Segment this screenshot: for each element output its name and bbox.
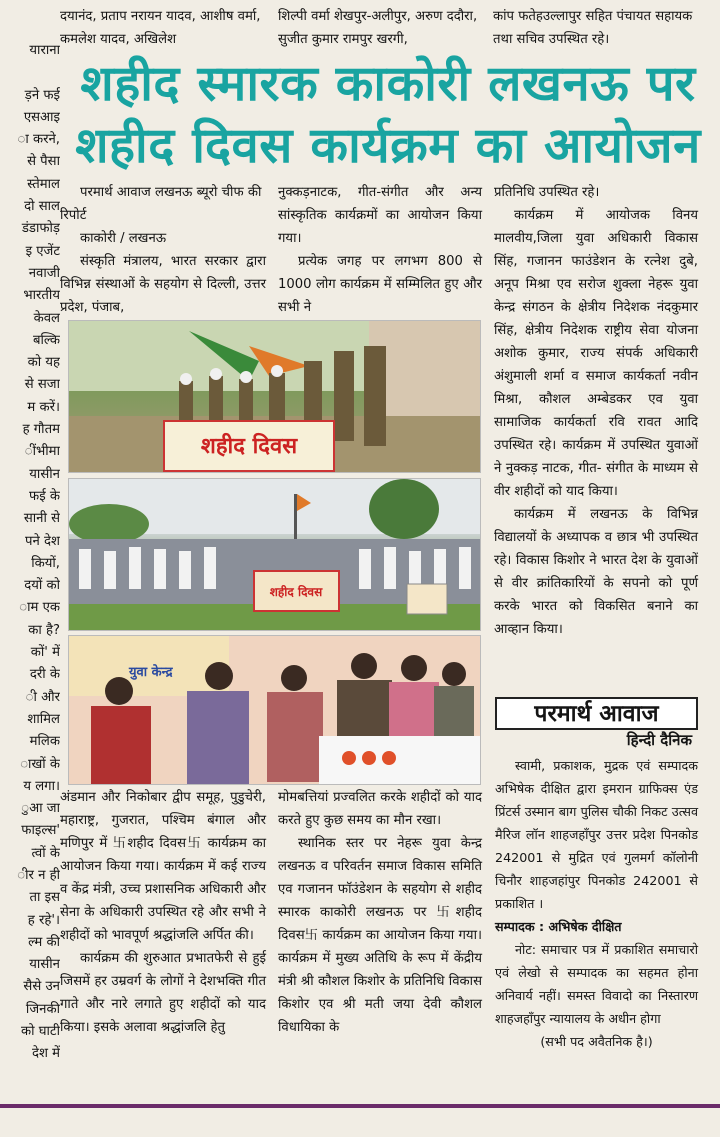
cropped-line: से पैसा bbox=[27, 154, 60, 170]
honorary-note: (सभी पद अवैतनिक है।) bbox=[540, 1034, 653, 1049]
article-col-3 bbox=[494, 181, 698, 641]
editor-line: सम्पादक : अभिषेक दीक्षित bbox=[495, 919, 622, 934]
cropped-line: स्तेमाल bbox=[27, 176, 60, 192]
cropped-line: जिनकी bbox=[25, 1001, 60, 1017]
cropped-line: देश में bbox=[31, 1046, 60, 1062]
photo-banner-text: युवा केन्द्र bbox=[129, 665, 173, 680]
cropped-line: ींभीमा bbox=[24, 444, 60, 460]
cropped-line: म करें। bbox=[27, 399, 60, 415]
cropped-line: कों' में bbox=[30, 645, 60, 661]
cropped-line: मलिक bbox=[29, 734, 60, 750]
article-paragraph: संस्कृति मंत्रालय, भारत सरकार द्वारा विभिन्न संस्थाओं के सहयोग से दिल्ली, उत्तर प्रदेश, पंजाब, bbox=[60, 254, 266, 315]
headline-line-1: शहीद स्मारक काकोरी लखनऊ पर bbox=[80, 55, 696, 112]
cropped-line: दरी के bbox=[29, 667, 60, 683]
cropped-line: डंडाफोड़ bbox=[21, 221, 60, 237]
article-paragraph: कार्यक्रम में लखनऊ के विभिन्न विद्यालयों के अध्यापक व छात्र भी उपस्थित रहे। विकास किशोर ने भारत देश के युवाओं से वीर क्रांतिकारियों के सपनो को पूर्ण करके भारत को विकसित बनाने का आव्हान किया। bbox=[494, 507, 698, 637]
imprint-box bbox=[495, 697, 698, 1049]
imprint-paragraph: स्वामी, प्रकाशक, मुद्रक एवं सम्पादक अभिषेक दीक्षित द्वारा इमरान ग्राफिक्स एंड प्रिंटर्स उस्मान बाग पुलिस चौकी निकट उत्सव मैरिज लॉन शाहजहाँपुर उत्तर प्रदेश पिनकोड 242001 से मुद्रित एवं गुलमर्ग कॉलोनी चिनौर शाहजहांपुर पिनकोड 242001 से प्रकाशित । bbox=[495, 758, 698, 911]
article-paragraph: प्रतिनिधि उपस्थित रहे। bbox=[494, 185, 600, 200]
cropped-line: ल्म की bbox=[28, 934, 60, 950]
cropped-line: यासीन bbox=[29, 466, 60, 482]
cropped-line: यासीन bbox=[29, 957, 60, 973]
article-paragraph: अंडमान और निकोबार द्वीप समूह, पुडुचेरी, महाराष्ट्र, गुजरात, पश्चिम बंगाल और मणिपुर में 卐शहीद दिवस卐 कार्यक्रम का आयोजन किया गया। कार्यक्रम में कई राज्य व केंद्र मंत्री, उच्च प्रशासनिक अधिकारी और सेना के अधिकारी उपस्थित रहे और सभी ने शहीदों को भावपूर्ण श्रद्धांजलि अर्पित की। bbox=[60, 790, 266, 943]
article-col-2-bottom bbox=[278, 786, 482, 1039]
fragment-col-3: कांप फतेहउल्लापुर सहित पंचायत सहायक तथा सचिव उपस्थित रहे। bbox=[493, 9, 693, 47]
headline bbox=[56, 0, 720, 180]
cropped-line: बल्कि bbox=[32, 332, 60, 348]
cropped-line: शामिल bbox=[27, 711, 60, 727]
cropped-line: ाखों के bbox=[20, 756, 60, 772]
cropped-line: सैसे उन bbox=[23, 979, 60, 995]
article-col-1-top bbox=[60, 181, 266, 319]
cropped-line: को यह bbox=[27, 355, 60, 371]
fragment-col-1: दयानंद, प्रताप नरायन यादव, आशीष वर्मा, कमलेश यादव, अखिलेश bbox=[60, 9, 261, 47]
cropped-line: ह रहे'। bbox=[27, 912, 60, 928]
headline-line-2: शहीद दिवस कार्यक्रम का आयोजन bbox=[75, 117, 701, 174]
article-paragraph: कार्यक्रम में आयोजक विनय मालवीय,जिला युवा अधिकारी विकास सिंह, गजानन फाउंडेशन के रत्नेश दुबे, अनूप मिश्रा एव सरोज शुक्ला नेहरू युवा केन्द्र संगठन के क्षेत्रीय निदेशक नंदकुमार सिंह, क्षेत्रीय निदेशक राष्ट्रीय सेवा योजना अशोक कुमार, राज्य संपर्क अधिकारी अंशुमाली शर्मा व समाज कार्यकर्ता नवीन मिश्रा, कौशल अम्बेडकर एव युवा सामाजिक कार्यकर्ता रवि रावत आदि उपस्थित रहे। कार्यक्रम में उपस्थित युवाओं ने नुक्कड़ नाटक, गीत- संगीत के माध्यम से वीर शहीदों को याद किया। bbox=[494, 208, 698, 499]
cropped-line: का है? bbox=[28, 622, 60, 638]
cropped-line: इ एजेंट bbox=[25, 243, 60, 259]
cropped-line: ुआ जा bbox=[21, 801, 60, 817]
cropped-line: ा करने, bbox=[17, 132, 60, 148]
cropped-line: त्वों के bbox=[31, 845, 60, 861]
cropped-line: ता इस bbox=[29, 890, 60, 906]
dateline: काकोरी / लखनऊ bbox=[80, 231, 167, 246]
fragment-col-2: शिल्पी वर्मा शेखपुर-अलीपुर, अरुण ददौरा, सुजीत कुमार रामपुर खरगी, bbox=[278, 9, 478, 47]
bottom-rule bbox=[0, 1104, 720, 1108]
article-paragraph: कार्यक्रम की शुरुआत प्रभातफेरी से हुई जिसमें हर उम्रवर्ग के लोगों ने देशभक्ति गीत गाते और नारे लगाते हुए शहीदों को याद किया। इसके अलावा श्रद्धांजलि हेतु bbox=[60, 951, 266, 1035]
cropped-line: केवल bbox=[33, 310, 60, 326]
cropped-line: कियों, bbox=[31, 555, 60, 571]
disclaimer-note: नोट: समाचार पत्र में प्रकाशित समाचारो एवं लेखो से सम्पादक का सहमत होना अनिवार्य नहीं। समस्त विवादो का निस्तारण शाहजहाँपुर न्यायालय के अधीन होगा bbox=[495, 942, 698, 1026]
newspaper-subtitle: हिन्दी दैनिक bbox=[626, 731, 692, 749]
photo-gathering bbox=[68, 478, 481, 631]
newspaper-name: परमार्थ आवाज bbox=[495, 697, 698, 730]
cropped-line: को घाटी bbox=[20, 1024, 60, 1040]
cropped-line: सानी से bbox=[23, 511, 60, 527]
cropped-line: फाइल्स' bbox=[21, 823, 60, 839]
cropped-line: याराना bbox=[29, 43, 60, 58]
cropped-line: ीर न ही bbox=[17, 867, 60, 883]
cropped-line: य लगा। bbox=[23, 778, 60, 794]
cropped-line: ी और bbox=[25, 689, 60, 705]
photo-banner-text: शहीद दिवस bbox=[200, 434, 298, 459]
cropped-line bbox=[0, 62, 60, 84]
article-paragraph: स्थानिक स्तर पर नेहरू युवा केन्द्र लखनऊ व परिवर्तन समाज विकास समिति एव गजानन फॉउंडेशन के सहयोग से शहीद स्मारक काकोरी लखनऊ पर 卐शहीद दिवस卐 कार्यक्रम का आयोजन किया गया। कार्यक्रम में मुख्य अतिथि के रूप में केंद्रीय मंत्री श्री कौशल किशोर के प्रतिनिधि विकास किशोर एव श्री मती जया देवी कौशल विधायिका के bbox=[278, 836, 482, 1035]
cropped-line: नवाजी bbox=[28, 265, 60, 281]
cropped-line: दयों को bbox=[24, 578, 60, 594]
cropped-line: भारतीय bbox=[23, 288, 60, 304]
photo-dignitaries bbox=[68, 635, 481, 785]
cropped-line: दो साल bbox=[24, 199, 60, 215]
photo-procession bbox=[68, 320, 481, 473]
cropped-line: से सजा bbox=[24, 377, 60, 393]
article-paragraph: नुक्कड़नाटक, गीत-संगीत और अन्य सांस्कृतिक कार्यक्रमों का आयोजन किया गया। bbox=[278, 185, 482, 246]
cropped-line: ाम एक bbox=[19, 600, 60, 616]
byline: परमार्थ आवाज लखनऊ ब्यूरो चीफ की रिपोर्ट bbox=[60, 185, 262, 223]
cropped-line: फई के bbox=[29, 488, 60, 504]
cropped-line: ड़ने फई bbox=[24, 87, 60, 103]
photo-banner-text: शहीद दिवस bbox=[269, 585, 323, 599]
cropped-line: एसआइ bbox=[23, 109, 60, 125]
article-col-1-bottom bbox=[60, 786, 266, 1039]
left-cropped-column bbox=[0, 40, 60, 1115]
article-col-2-top bbox=[278, 181, 482, 319]
article-paragraph: प्रत्येक जगह पर लगभग 800 से 1000 लोग कार्यक्रम में सम्मिलित हुए और सभी ने bbox=[278, 254, 482, 315]
cropped-line: ह गौतम bbox=[22, 422, 60, 438]
cropped-line: पने देश bbox=[25, 533, 60, 549]
article-paragraph: मोमबत्तियां प्रज्वलित करके शहीदों को याद करते हुए कुछ समय का मौन रखा। bbox=[278, 790, 482, 828]
imprint-text bbox=[495, 754, 698, 1053]
